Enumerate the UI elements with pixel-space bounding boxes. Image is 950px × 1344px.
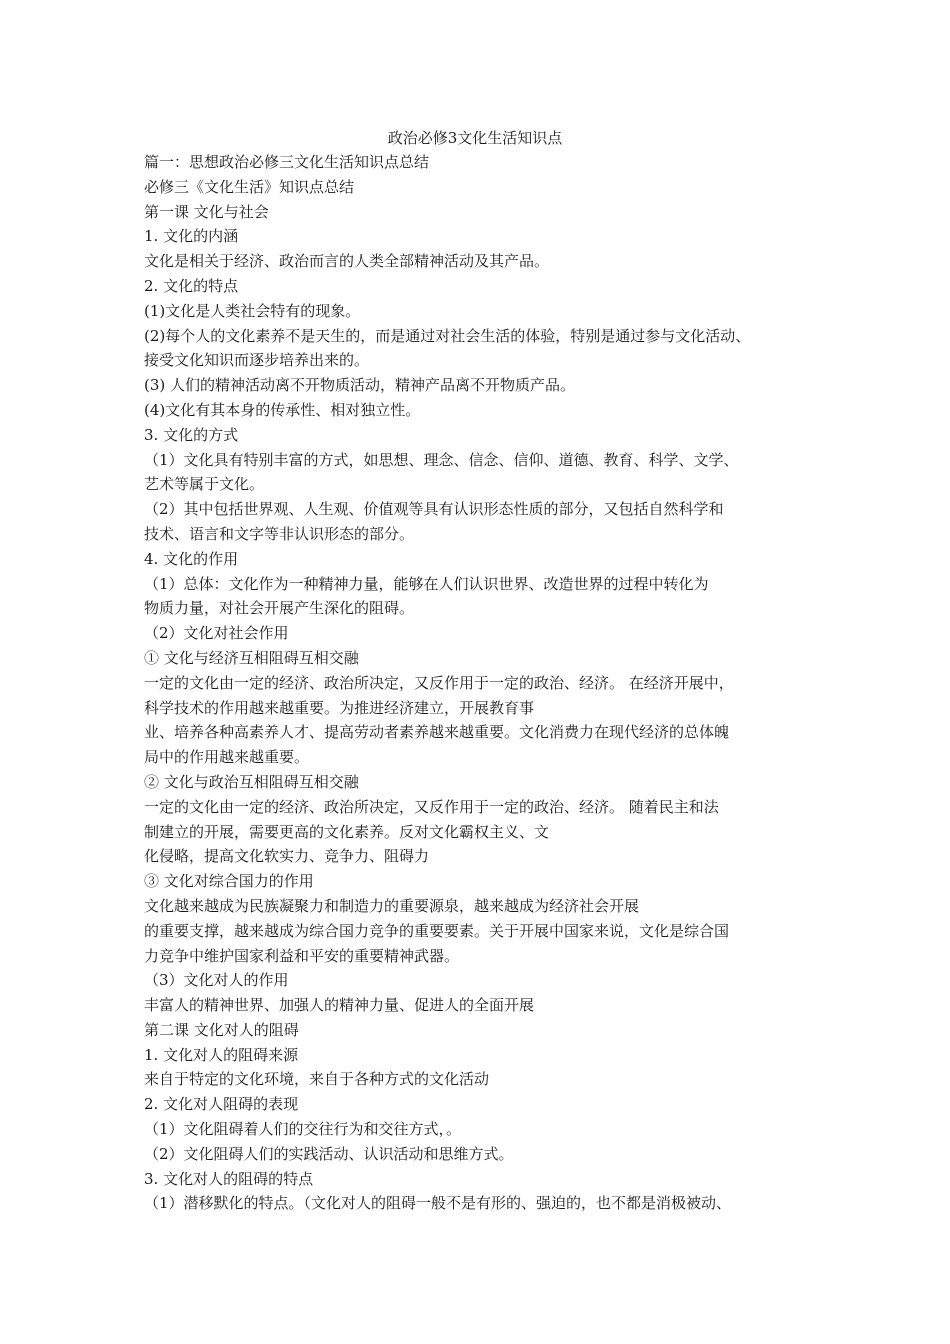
text-line: 篇一：思想政治必修三文化生活知识点总结 — [144, 153, 430, 171]
text-line: （1）文化具有特别丰富的方式，如思想、理念、信念、信仰、道德、教育、科学、文学、 — [144, 450, 739, 469]
text-line: 文化是相关于经济、政治而言的人类全部精神活动及其产品。 — [144, 252, 550, 271]
text-line: 1. 文化的内涵 — [144, 227, 239, 246]
text-line: （2）其中包括世界观、人生观、价值观等具有认识形态性质的部分，又包括自然科学和 — [144, 500, 724, 519]
document-body — [144, 150, 834, 1216]
text-line: 业、培养各种高素养人才、提高劳动者素养越来越重要。文化消费力在现代经济的总体魄 — [144, 723, 730, 742]
text-line: 第一课 文化与社会 — [144, 202, 269, 221]
text-line: （3）文化对人的作用 — [144, 971, 289, 990]
text-line: （1）文化阻碍着人们的交往行为和交往方式，。 — [144, 1120, 462, 1139]
text-line: 局中的作用越来越重要。 — [144, 748, 310, 767]
text-line: ① 文化与经济互相阻碍互相交融 — [144, 648, 359, 667]
text-line: (3) 人们的精神活动离不开物质活动，精神产品离不开物质产品。 — [144, 376, 576, 395]
text-line: （1）潜移默化的特点。（文化对人的阻碍一般不是有形的、强迫的，也不都是消极被动、 — [144, 1194, 732, 1213]
text-line: 一定的文化由一定的经济、政治所决定，又反作用于一定的政治、经济。 在经济开展中， — [144, 673, 734, 692]
text-line: (4)文化有其本身的传承性、相对独立性。 — [144, 400, 421, 419]
text-line: 1. 文化对人的阻碍来源 — [144, 1045, 299, 1064]
text-line: 化侵略，提高文化软实力、竞争力、阻碍力 — [144, 847, 430, 866]
text-line: 技术、语言和文字等非认识形态的部分。 — [144, 524, 415, 543]
text-line: 一定的文化由一定的经济、政治所决定，又反作用于一定的政治、经济。 随着民主和法 — [144, 797, 719, 816]
text-line: ② 文化与政治互相阻碍互相交融 — [144, 772, 359, 791]
text-line: (1)文化是人类社会特有的现象。 — [144, 301, 361, 320]
text-line: 2. 文化的特点 — [144, 276, 239, 295]
text-line: 3. 文化对人的阻碍的特点 — [144, 1169, 314, 1188]
text-line: 文化越来越成为民族凝聚力和制造力的重要源泉，越来越成为经济社会开展 — [144, 896, 640, 915]
text-line: 必修三《文化生活》知识点总结 — [144, 177, 355, 196]
text-line: 艺术等属于文化。 — [144, 475, 265, 494]
document-title: 政治必修3文化生活知识点 — [387, 129, 563, 147]
text-line: 来自于特定的文化环境，来自于各种方式的文化活动 — [144, 1070, 490, 1089]
text-line: 第二课 文化对人的阻碍 — [144, 1020, 299, 1039]
text-line: 制建立的开展，需要更高的文化素养。反对文化霸权主义、文 — [144, 822, 550, 841]
text-line: 3. 文化的方式 — [144, 425, 239, 444]
text-line: （2）文化对社会作用 — [144, 624, 289, 643]
text-line: 力竞争中维护国家利益和平安的重要精神武器。 — [144, 946, 460, 965]
text-line: 4. 文化的作用 — [144, 549, 239, 568]
text-line: 接受文化知识而逐步培养出来的。 — [144, 351, 370, 370]
text-line: （1）总体：文化作为一种精神力量，能够在人们认识世界、改造世界的过程中转化为 — [144, 574, 709, 593]
text-line: 2. 文化对人阻碍的表现 — [144, 1095, 299, 1114]
text-line: 丰富人的精神世界、加强人的精神力量、促进人的全面开展 — [144, 996, 535, 1015]
text-line: (2)每个人的文化素养不是天生的，而是通过对社会生活的体验，特别是通过参与文化活动、 — [144, 326, 751, 345]
text-line: ③ 文化对综合国力的作用 — [144, 872, 314, 891]
text-line: 的重要支撑，越来越成为综合国力竞争的重要要素。关于开展中国家来说，文化是综合国 — [144, 921, 730, 940]
text-line: 物质力量，对社会开展产生深化的阻碍。 — [144, 599, 415, 618]
text-line: （2）文化阻碍人们的实践活动、认识活动和思维方式。 — [144, 1144, 514, 1163]
text-line: 科学技术的作用越来越重要。为推进经济建立，开展教育事 — [144, 698, 535, 717]
